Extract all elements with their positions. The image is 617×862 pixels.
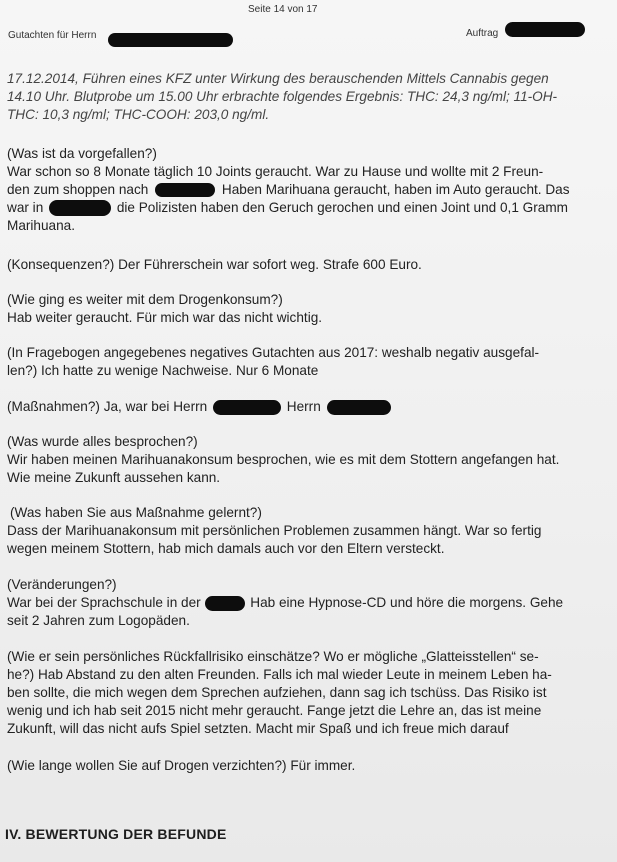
header-right-label: Auftrag [466,28,499,39]
q2-text: (Konsequenzen?) Der Führerschein war sofort weg. Strafe 600 Euro. [7,257,422,272]
redaction-person-1 [213,400,281,415]
q9-line-4: wenig und ich hab seit 2015 nicht mehr geraucht. Fange jetzt die Lehre an, das ist meine [7,703,542,718]
redaction-location [49,200,111,216]
redaction-city [155,183,215,197]
q6-question: (Was wurde alles besprochen?) [7,434,198,449]
q3-question: (Wie ging es weiter mit dem Drogenkonsum?) [7,292,283,307]
section-heading: IV. BEWERTUNG DER BEFUNDE [5,826,227,842]
q1-line-3a: war in [7,200,44,215]
q1-line-4: Marihuana. [7,218,76,233]
q8-line-1 [7,594,563,612]
q1-line-3b: die Polizisten haben den Geruch gerochen und einen Joint und 0,1 Gramm [116,200,568,215]
q4-line-2: len?) Ich hatte zu wenige Nachweise. Nur 6 Monate [7,363,319,378]
redaction-school-location [205,596,245,611]
q9-line-2: he?) Hab Abstand zu den alten Freunden. Falls ich mal wieder Leute in meinem Leben ha- [7,667,552,682]
q1-line-2b: Haben Marihuana geraucht, haben im Auto geraucht. Das [221,182,570,197]
q7-question: (Was haben Sie aus Maßnahme gelernt?) [10,505,262,520]
q1-line-2a: den zum shoppen nach [7,182,149,197]
q8-line-1b: Hab eine Hypnose-CD und höre die morgens. Gehe [250,595,564,610]
q5-part-1: (Maßnahmen?) Ja, war bei Herrn [7,399,208,414]
q1-line-2 [7,181,570,199]
q8-line-1a: War bei der Sprachschule in der [7,595,201,610]
redaction-person-2 [327,400,391,415]
q6-line-2: Wie meine Zukunft aussehen kann. [7,470,221,485]
q10-text: (Wie lange wollen Sie auf Drogen verzichten?) Für immer. [7,758,356,773]
q1-question: (Was ist da vorgefallen?) [7,146,157,161]
q6-line-1: Wir haben meinen Marihuanakonsum besprochen, wie es mit dem Stottern angefangen hat. [7,452,560,467]
intro-line-1: 17.12.2014, Führen eines KFZ unter Wirkung des berauschenden Mittels Cannabis gegen [7,71,549,86]
q3-answer: Hab weiter geraucht. Für mich war das nicht wichtig. [7,310,323,325]
q4-line-1: (In Fragebogen angegebenes negatives Gutachten aus 2017: weshalb negativ ausgefal- [7,345,540,360]
q9-line-5: Zukunft, will das nicht aufs Spiel setzten. Macht mir Spaß und ich freue mich darauf [7,721,509,736]
q7-line-1: Dass der Marihuanakonsum mit persönlichen Problemen zusammen hängt. War so fertig [7,523,542,538]
q5-line [7,398,393,416]
q9-line-1: (Wie er sein persönliches Rückfallrisiko einschätze? Wo er mögliche „Glatteisstellen“ se- [7,649,539,664]
intro-line-3: THC: 10,3 ng/ml; THC-COOH: 203,0 ng/ml. [7,107,270,122]
redaction-order [505,22,585,37]
q1-line-1: War schon so 8 Monate täglich 10 Joints geraucht. War zu Hause und wollte mit 2 Freun- [7,164,544,179]
header-left-label: Gutachten für Herrn [8,30,97,41]
intro-line-2: 14.10 Uhr. Blutprobe um 15.00 Uhr erbrachte folgendes Ergebnis: THC: 24,3 ng/ml; 11-OH- [7,89,558,104]
redaction-name [108,33,233,47]
q9-line-3: ben sollte, die mich wegen dem Sprechen aufziehen, dann sag ich tschüss. Das Risiko ist [7,685,547,700]
page-number: Seite 14 von 17 [248,4,318,15]
header-left [8,30,96,41]
q8-question: (Veränderungen?) [7,577,117,592]
q5-part-2: Herrn [286,399,321,414]
q1-line-3 [7,199,568,217]
q7-line-2: wegen meinem Stottern, hab mich damals auch vor den Eltern versteckt. [7,541,445,556]
q8-line-2: seit 2 Jahren zum Logopäden. [7,613,190,628]
